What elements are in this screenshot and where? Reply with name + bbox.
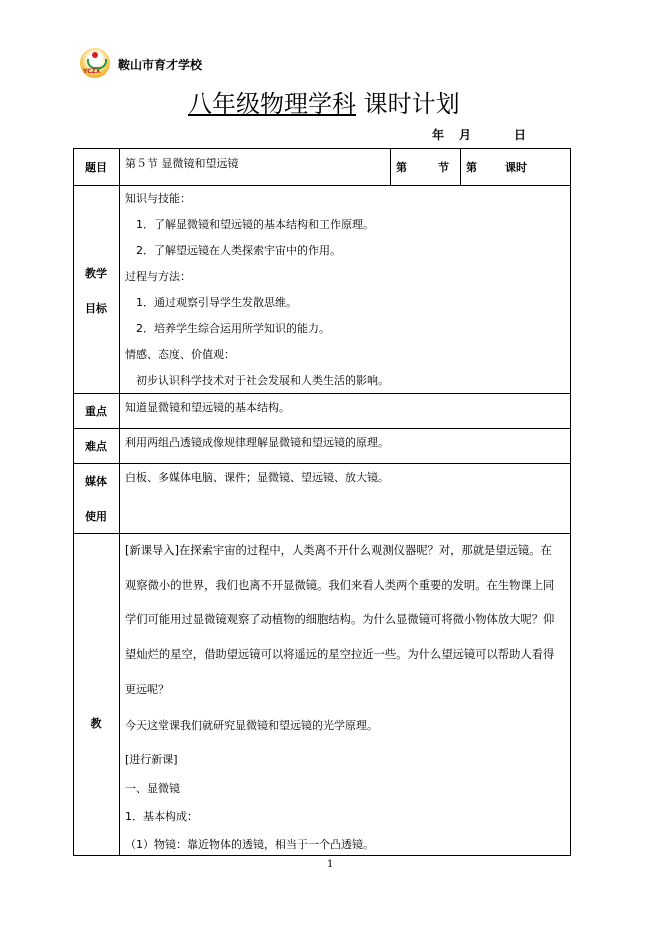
section-label-suffix: 节 [438,161,449,174]
key-point-value: 知道显微镜和望远镜的基本结构。 [125,401,290,414]
page-number: 1 [327,859,334,870]
date-day: 日 [514,128,527,142]
teaching-line: （1）物镜：靠近物体的透镜，相当于一个凸透镜。 [125,838,374,851]
objective-line: 情感、态度、价值观： [125,348,235,361]
key-point-label: 重点 [85,405,107,418]
media-value: 白板、多媒体电脑、课件；显微镜、望远镜、放大镜。 [125,471,389,484]
period-label: 第 [466,161,477,174]
teaching-line: 更远呢？ [125,683,169,696]
school-name: 鞍山市育才学校 [118,58,203,72]
objective-line: 2．了解望远镜在人类探索宇宙中的作用。 [136,244,341,257]
objective-line: 1．通过观察引导学生发散思维。 [136,296,297,309]
teaching-line: 今天这堂课我们就研究显微镜和望远镜的光学原理。 [125,719,378,732]
teaching-line: [进行新课] [125,753,178,766]
teaching-line: 学们可能用过显微镜观察了动植物的细胞结构。为什么显微镜可将微小物体放大呢？仰 [125,613,555,626]
objectives-label-2: 目标 [85,302,107,315]
media-label: 媒体 [85,475,107,488]
teaching-line: [新课导入]在探索宇宙的过程中，人类离不开什么观测仪器呢？对，那就是望远镜。在 [125,544,552,557]
school-logo: YCZX [80,48,110,78]
objective-line: 知识与技能： [125,192,191,205]
section-label: 第 [396,161,407,174]
objective-line: 初步认识科学技术对于社会发展和人类生活的影响。 [136,374,389,387]
objective-line: 2．培养学生综合运用所学知识的能力。 [136,322,330,335]
page-title: 八年级物理学科 课时计划 [188,90,460,118]
topic-label: 题目 [85,161,107,174]
teaching-label: 教 [90,717,102,730]
difficulty-label: 难点 [85,440,107,453]
objective-line: 过程与方法： [125,270,191,283]
media-label-2: 使用 [85,510,107,523]
teaching-line: 观察微小的世界，我们也离不开显微镜。我们来看人类两个重要的发明。在生物课上同 [125,579,555,592]
difficulty-value: 利用两组凸透镜成像规律理解显微镜和望远镜的原理。 [125,436,389,449]
teaching-line: 一、显微镜 [125,782,180,795]
date-month: 月 [459,128,472,142]
date-year: 年 [432,128,445,142]
objectives-label: 教学 [85,267,107,280]
topic-value: 第５节 显微镜和望远镜 [125,157,239,170]
objective-line: 1．了解显微镜和望远镜的基本结构和工作原理。 [136,218,374,231]
period-label-suffix: 课时 [505,161,527,174]
teaching-line: 望灿烂的星空，借助望远镜可以将遥远的星空拉近一些。为什么望远镜可以帮助人看得 [125,648,555,661]
teaching-line: 1．基本构成： [125,810,198,823]
